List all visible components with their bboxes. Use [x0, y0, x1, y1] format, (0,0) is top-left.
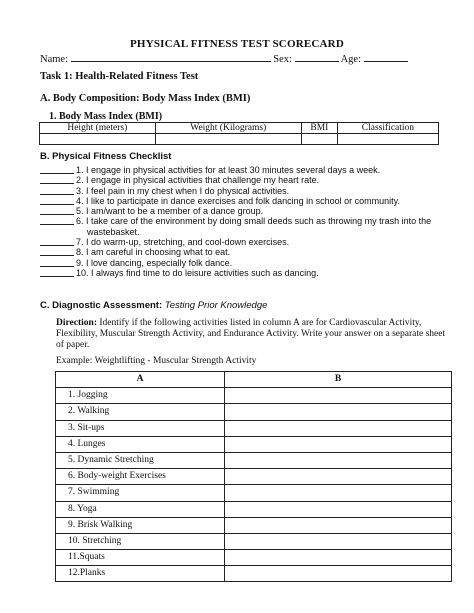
bmi-input-row: [40, 134, 439, 145]
answer-blank[interactable]: [40, 206, 74, 215]
answer-cell[interactable]: [225, 517, 452, 533]
answer-blank[interactable]: [40, 247, 74, 256]
sex-field[interactable]: [295, 51, 339, 62]
table-row: [56, 388, 452, 404]
table-row: [56, 566, 452, 582]
activity-cell: 5. Dynamic Stretching: [56, 452, 225, 468]
bmi-value-cell[interactable]: [301, 134, 337, 145]
section-a-title: A. Body Composition: Body Mass Index (BMI): [40, 93, 251, 104]
answer-blank[interactable]: [40, 175, 74, 184]
bmi-table: [39, 122, 439, 145]
direction-text: Identify if the following activities listed in column A are for Cardiovascular Activity, Flexibility, Muscular Strength Activity, and Endurance Activity. Write your answer on a separate sheet of paper.: [56, 318, 446, 350]
answer-cell[interactable]: [225, 533, 452, 549]
answer-blank[interactable]: [40, 165, 74, 174]
list-item: 4. I like to participate in dance exercises and folk dancing in school or community.: [40, 196, 450, 206]
age-field[interactable]: [364, 51, 408, 62]
bmi-header-row: [40, 123, 439, 134]
activity-cell: 12.Planks: [56, 566, 225, 582]
list-item: 2. I engage in physical activities that challenge my heart rate.: [40, 175, 450, 185]
column-a-header: A: [56, 372, 225, 388]
table-row: [56, 469, 452, 485]
answer-cell[interactable]: [225, 420, 452, 436]
answer-cell[interactable]: [225, 404, 452, 420]
page-title: PHYSICAL FITNESS TEST SCORECARD: [130, 38, 344, 50]
fitness-checklist: [40, 165, 450, 278]
activity-cell: 11.Squats: [56, 550, 225, 566]
bmi-col-bmi: BMI: [301, 123, 337, 134]
direction-label: Direction:: [56, 318, 97, 328]
answer-cell[interactable]: [225, 501, 452, 517]
answer-blank[interactable]: [40, 268, 74, 277]
answer-cell[interactable]: [225, 469, 452, 485]
answer-blank[interactable]: [40, 186, 74, 195]
activity-cell: 10. Stretching: [56, 533, 225, 549]
answer-blank[interactable]: [40, 216, 74, 225]
activity-cell: 4. Lunges: [56, 436, 225, 452]
column-b-header: B: [225, 372, 452, 388]
bmi-col-weight: Weight (Kilograms): [155, 123, 301, 134]
section-c-subtitle: Testing Prior Knowledge: [164, 300, 268, 311]
table-row: [56, 517, 452, 533]
direction-paragraph: [56, 318, 446, 351]
list-item: 9. I love dancing, especially folk dance.: [40, 258, 450, 268]
list-item: 6. I take care of the environment by doing small deeds such as throwing my trash into the: [40, 216, 450, 226]
answer-cell[interactable]: [225, 485, 452, 501]
bmi-weight-cell[interactable]: [155, 134, 301, 145]
activity-cell: 2. Walking: [56, 404, 225, 420]
table-row: [56, 420, 452, 436]
table-row: [56, 452, 452, 468]
table-row: [56, 485, 452, 501]
list-item: 1. I engage in physical activities for at least 30 minutes several days a week.: [40, 165, 450, 175]
activity-cell: 3. Sit-ups: [56, 420, 225, 436]
bmi-height-cell[interactable]: [40, 134, 156, 145]
sex-label: Sex:: [273, 54, 292, 65]
example-line: Example: Weightlifting - Muscular Strength Activity: [56, 356, 257, 366]
list-item: 5. I am/want to be a member of a dance group.: [40, 206, 450, 216]
task-title: Task 1: Health-Related Fitness Test: [40, 71, 199, 82]
answer-blank[interactable]: [40, 237, 74, 246]
table-row: [56, 533, 452, 549]
name-label: Name:: [40, 54, 68, 65]
table-row: [56, 550, 452, 566]
answer-blank[interactable]: [40, 258, 74, 267]
list-item: 7. I do warm-up, stretching, and cool-down exercises.: [40, 237, 450, 247]
activity-cell: 9. Brisk Walking: [56, 517, 225, 533]
student-info-line: [40, 51, 440, 65]
activity-cell: 8. Yoga: [56, 501, 225, 517]
answer-cell[interactable]: [225, 566, 452, 582]
name-field[interactable]: [71, 51, 271, 62]
list-item: 3. I feel pain in my chest when I do physical activities.: [40, 186, 450, 196]
list-item: 10. I always find time to do leisure activities such as dancing.: [40, 268, 450, 278]
activity-header-row: [56, 372, 452, 388]
table-row: [56, 501, 452, 517]
answer-blank[interactable]: [40, 196, 74, 205]
list-item: 8. I am careful in choosing what to eat.: [40, 247, 450, 257]
age-label: Age:: [340, 54, 362, 65]
bmi-classification-cell[interactable]: [337, 134, 438, 145]
section-c-title: C. Diagnostic Assessment:: [40, 300, 163, 311]
answer-cell[interactable]: [225, 436, 452, 452]
section-b-title: B. Physical Fitness Checklist: [40, 151, 172, 162]
answer-cell[interactable]: [225, 452, 452, 468]
table-row: [56, 404, 452, 420]
activity-table: [55, 371, 452, 582]
section-c-heading: [40, 300, 267, 311]
answer-cell[interactable]: [225, 388, 452, 404]
bmi-col-height: Height (meters): [40, 123, 156, 134]
list-item-continuation: wastebasket.: [87, 226, 140, 237]
bmi-subtitle: 1. Body Mass Index (BMI): [49, 111, 163, 122]
activity-cell: 7. Swimming: [56, 485, 225, 501]
answer-cell[interactable]: [225, 550, 452, 566]
activity-cell: 1. Jogging: [56, 388, 225, 404]
activity-cell: 6. Body-weight Exercises: [56, 469, 225, 485]
bmi-col-classification: Classification: [337, 123, 438, 134]
table-row: [56, 436, 452, 452]
